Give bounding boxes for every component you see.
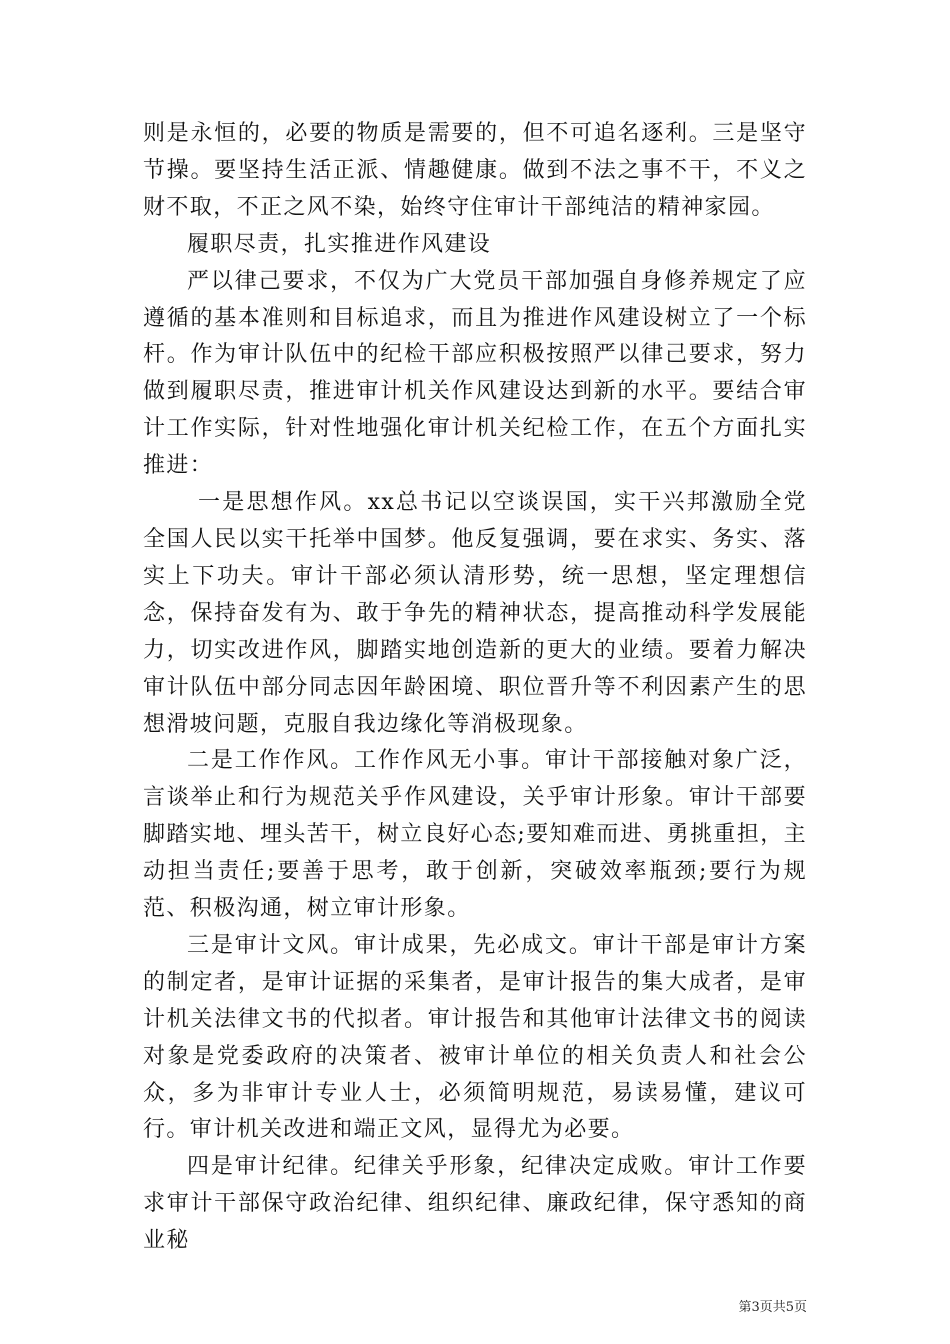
paragraph-work-style: 二是工作作风。工作作风无小事。审计干部接触对象广泛，言谈举止和行为规范关乎作风建设，关乎审计形象。审计干部要脚踏实地、埋头苦干，树立良好心态;要知难而进、勇挑重担，主动担当责任;要善于思考，敢于创新，突破效率瓶颈;要行为规范、积极沟通，树立审计形象。 [143, 748, 808, 922]
paragraph-continuation: 则是永恒的，必要的物质是需要的，但不可追名逐利。三是坚守节操。要坚持生活正派、情趣健康。做到不法之事不干，不义之财不取，不正之风不染，始终守住审计干部纯洁的精神家园。 [143, 121, 807, 220]
paragraph-writing-style: 三是审计文风。审计成果，先必成文。审计干部是审计方案的制定者，是审计证据的采集者，是审计报告的集大成者，是审计机关法律文书的代拟者。审计报告和其他审计法律文书的阅读对象是党委政府的决策者、被审计单位的相关负责人和社会公众，多为非审计专业人士，必须简明规范，易读易懂，建议可行。审计机关改进和端正文风，显得尤为必要。 [143, 932, 807, 1143]
page-number-footer: 第3页共5页 [738, 1300, 807, 1315]
paragraph-thinking-style: 一是思想作风。xx总书记以空谈误国，实干兴邦激励全党全国人民以实干托举中国梦。他反复强调，要在求实、务实、落实上下功夫。审计干部必须认清形势，统一思想，坚定理想信念，保持奋发有为、敢于争先的精神状态，提高推动科学发展能力，切实改进作风，脚踏实地创造新的更大的业绩。要着力解决审计队伍中部分同志因年龄困境、职位晋升等不利因素产生的思想滑坡问题，克服自我边缘化等消极现象。 [143, 490, 807, 737]
paragraph-intro: 严以律己要求，不仅为广大党员干部加强自身修养规定了应遵循的基本准则和目标追求，而且为推进作风建设树立了一个标杆。作为审计队伍中的纪检干部应积极按照严以律己要求，努力做到履职尽责，推进审计机关作风建设达到新的水平。要结合审计工作实际，针对性地强化审计机关纪检工作，在五个方面扎实推进： [143, 268, 807, 479]
document-body [143, 116, 807, 1260]
section-heading: 履职尽责，扎实推进作风建设 [187, 231, 492, 257]
paragraph-audit-discipline: 四是审计纪律。纪律关乎形象，纪律决定成败。审计工作要求审计干部保守政治纪律、组织纪律、廉政纪律，保守悉知的商业秘 [143, 1154, 807, 1254]
